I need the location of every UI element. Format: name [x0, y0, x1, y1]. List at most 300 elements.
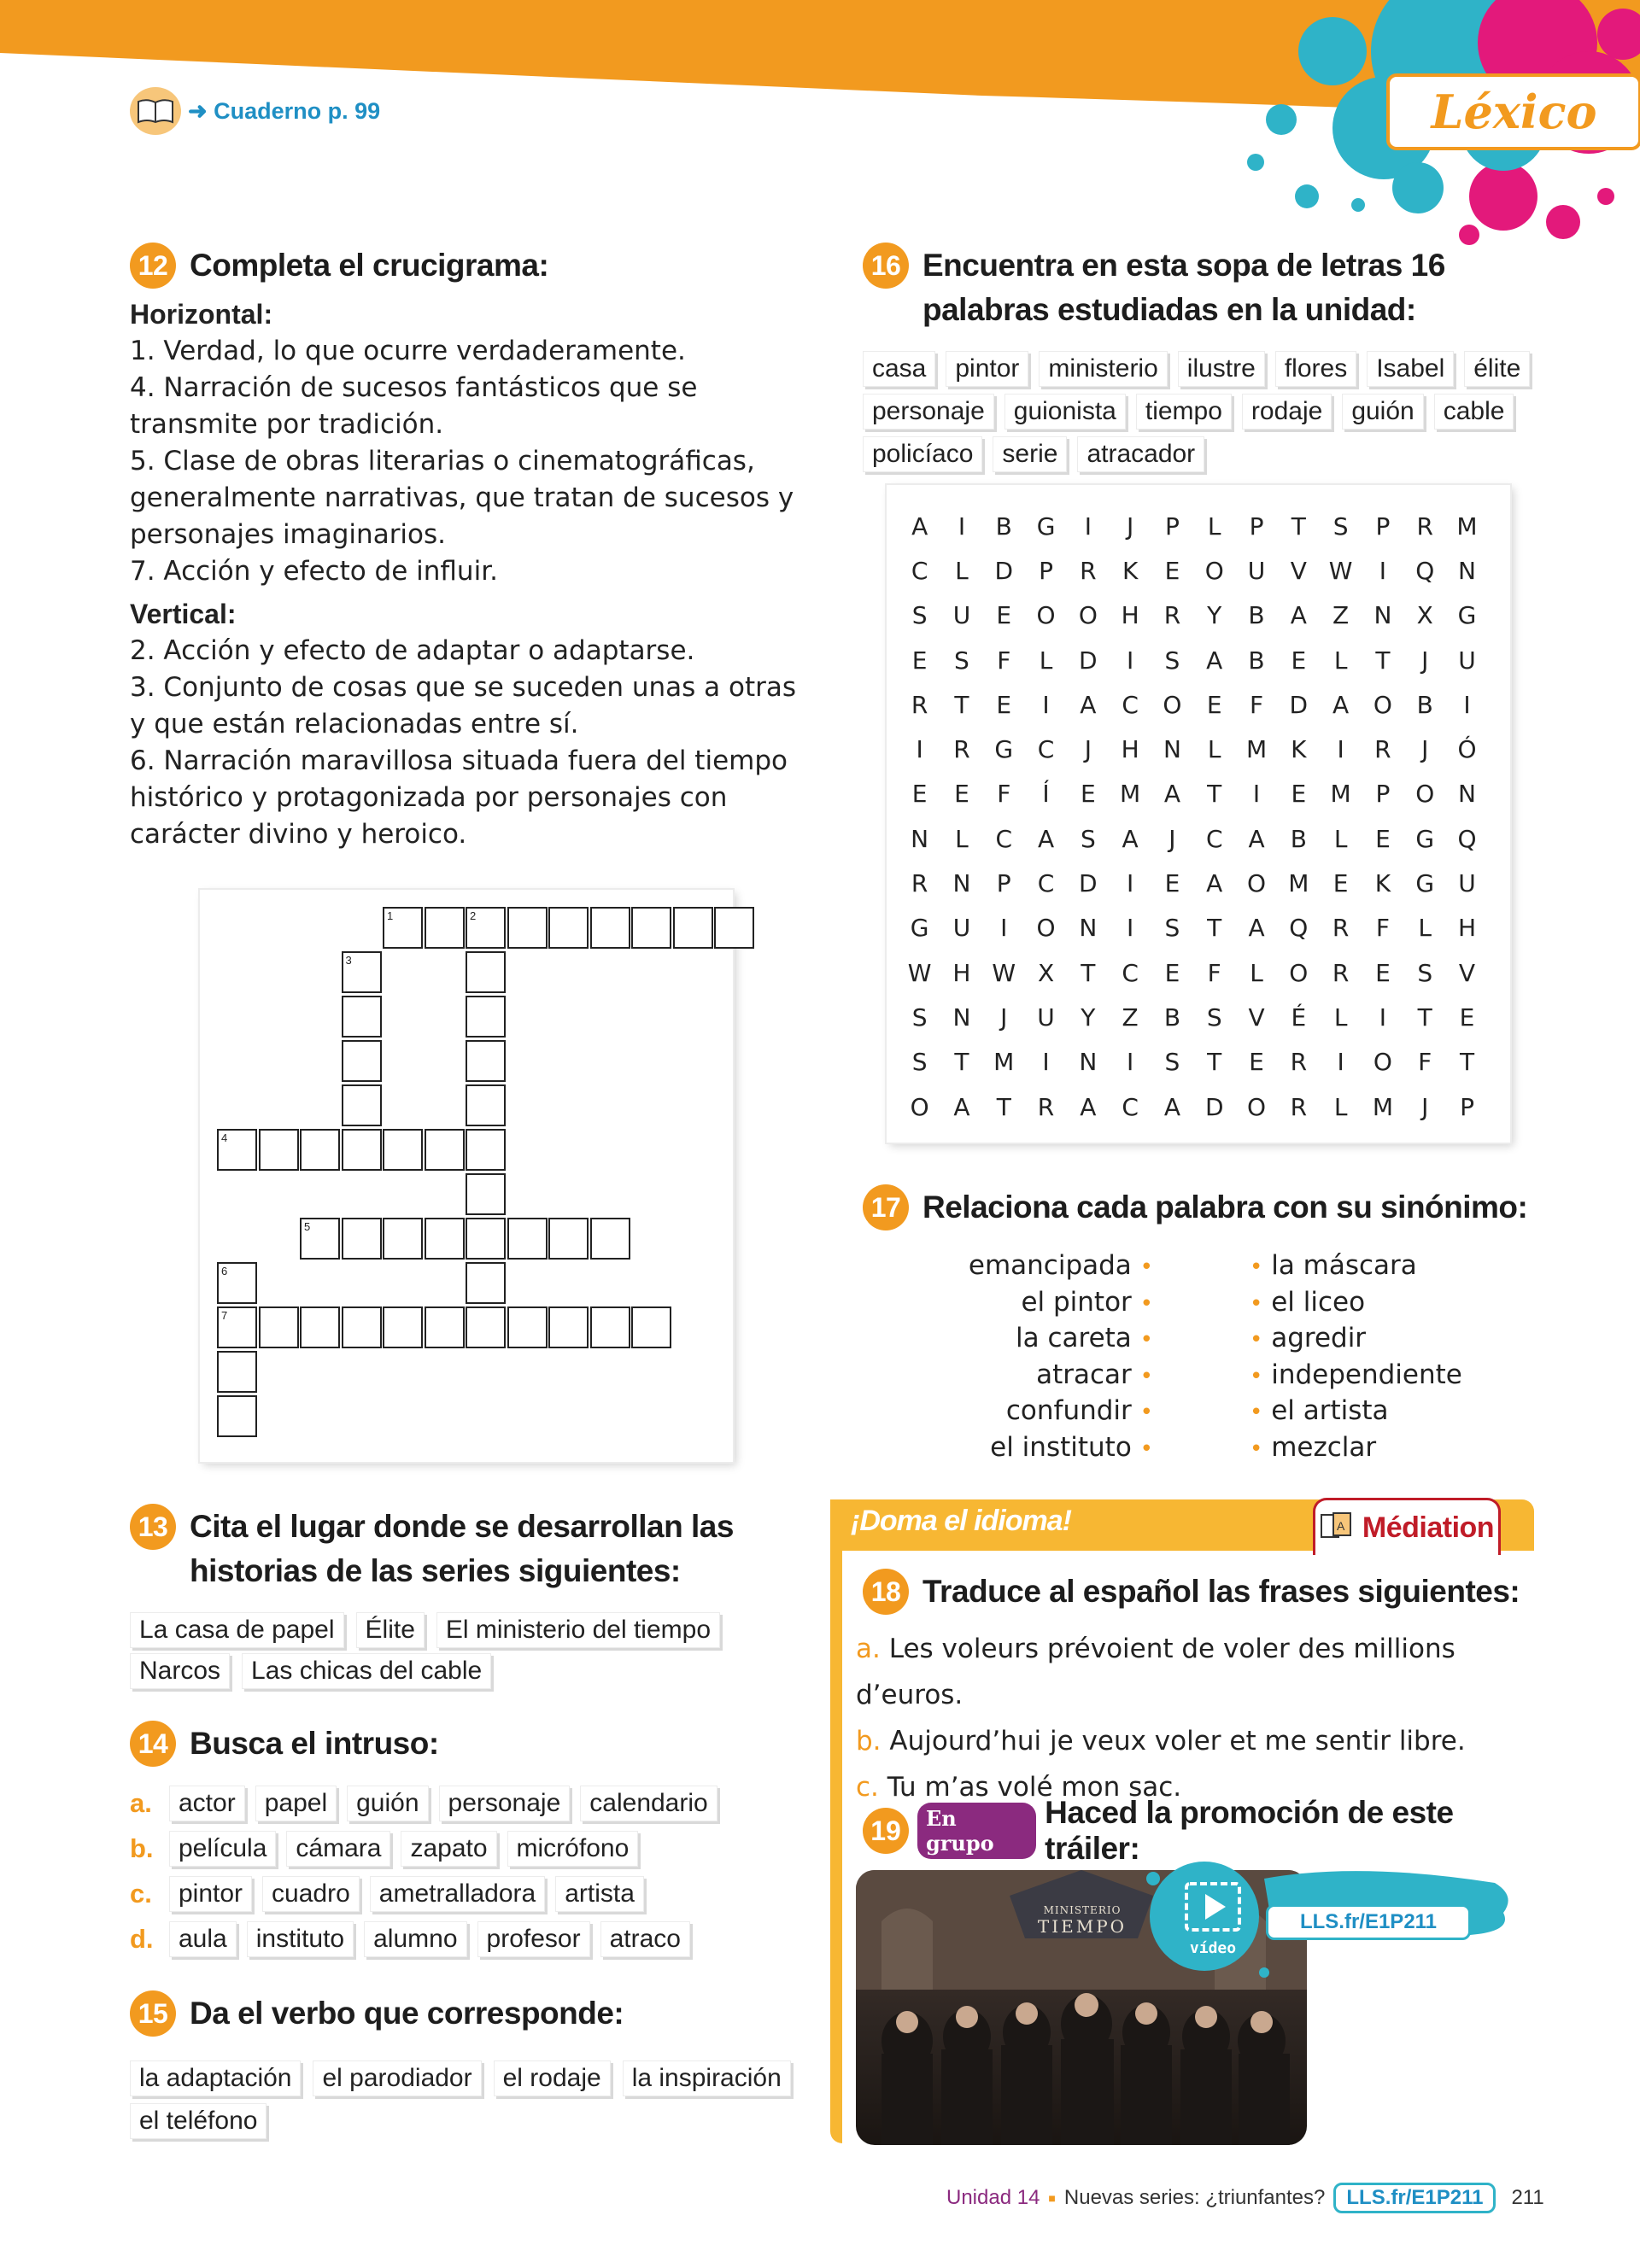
clue-v6: 6. Narración maravillosa situada fuera del tiempo histórico y protagonizada por personajes con carácter divino y heroico. [130, 745, 788, 850]
word-search-letter[interactable]: R [1332, 914, 1350, 943]
word-search-letter[interactable]: C [1122, 690, 1139, 719]
word-search-letter[interactable]: M [1372, 1092, 1393, 1121]
chip: Isabel [1367, 351, 1454, 387]
crossword-cell[interactable] [714, 907, 754, 949]
word-search-letter[interactable]: J [1084, 735, 1092, 764]
word-search-letter[interactable]: N [952, 1002, 971, 1032]
word-search-letter[interactable]: P [1249, 511, 1264, 541]
item-letter: b. [130, 1833, 154, 1863]
word-search-letter[interactable]: C [1122, 1092, 1139, 1121]
word-search-letter[interactable]: Ó [1457, 735, 1477, 764]
crossword-cell[interactable] [383, 1129, 423, 1171]
word-search-letter[interactable]: G [1415, 824, 1435, 853]
word-search-letter[interactable]: W [1328, 556, 1353, 585]
crossword-cell[interactable] [548, 1306, 589, 1348]
word-search-letter[interactable]: E [954, 780, 969, 809]
word-search-letter[interactable]: Z [1122, 1002, 1139, 1032]
word-search-letter[interactable]: A [953, 1092, 970, 1121]
word-search-letter[interactable]: E [911, 646, 928, 675]
word-search-letter[interactable]: A [1248, 914, 1265, 943]
crossword-cell[interactable] [342, 996, 382, 1038]
word-search-letter[interactable]: N [1374, 601, 1392, 630]
word-search-letter[interactable]: O [1415, 780, 1435, 809]
bullet-dot[interactable]: • [1139, 1290, 1153, 1317]
word-search-letter[interactable]: I [1337, 735, 1344, 764]
word-search-letter[interactable]: I [1463, 690, 1471, 719]
word-search-letter[interactable]: F [1375, 914, 1390, 943]
word-search-letter[interactable]: F [1249, 690, 1264, 719]
word-search-letter[interactable]: L [955, 556, 969, 585]
word-search-letter[interactable]: R [1416, 511, 1433, 541]
word-search-letter[interactable]: G [1415, 869, 1435, 898]
word-search-letter[interactable]: E [911, 780, 928, 809]
word-search-letter[interactable]: L [955, 824, 969, 853]
word-search-letter[interactable]: I [1337, 1048, 1344, 1077]
word-search-letter[interactable]: L [1207, 735, 1221, 764]
word-search-letter[interactable]: C [1037, 735, 1055, 764]
word-search-letter[interactable]: M [1245, 735, 1268, 764]
list-item [1250, 1430, 1506, 1467]
word-search-letter[interactable]: M [1120, 780, 1141, 809]
word-search-letter[interactable]: G [1036, 511, 1056, 541]
word-search-letter[interactable]: S [1206, 1002, 1222, 1032]
crossword-cell[interactable] [425, 1129, 465, 1171]
word-search-letter[interactable]: E [1206, 690, 1222, 719]
word-search-letter[interactable]: L [1333, 646, 1348, 675]
footer-link[interactable]: LLS.fr/E1P211 [1333, 2183, 1496, 2213]
word-search-letter[interactable]: Q [1289, 914, 1309, 943]
word-search-letter[interactable]: S [911, 601, 928, 630]
crossword-cell[interactable] [631, 907, 671, 949]
word-search-letter[interactable]: J [1127, 511, 1134, 541]
word-search-letter[interactable]: Í [1042, 780, 1050, 809]
exercise-15-title [130, 1991, 813, 2037]
word-search-letter[interactable]: O [1247, 869, 1267, 898]
word-search-letter[interactable]: L [1333, 1002, 1348, 1032]
crossword-cell[interactable] [466, 1129, 506, 1171]
bullet-dot[interactable]: • [1250, 1400, 1263, 1425]
bullet-dot[interactable]: • [1250, 1363, 1263, 1389]
word-search-letter[interactable]: L [1333, 824, 1348, 853]
word-search-letter[interactable]: W [992, 958, 1016, 987]
word-search-letter[interactable]: I [1379, 1002, 1387, 1032]
word-search-letter[interactable]: Y [1207, 601, 1222, 630]
word-search-letter[interactable]: E [1375, 824, 1391, 853]
word-search-letter[interactable]: A [1163, 780, 1180, 809]
chip: pintor [946, 351, 1028, 387]
word-search-letter[interactable]: B [1416, 690, 1433, 719]
word-search-letter[interactable]: I [1000, 914, 1008, 943]
word-search-letter[interactable]: F [997, 646, 1011, 675]
word-search-letter[interactable]: R [911, 869, 928, 898]
word-search-letter[interactable]: O [1247, 1092, 1267, 1121]
list-item [922, 1394, 1153, 1430]
word-search-letter[interactable]: A [1206, 646, 1223, 675]
word-search-letter[interactable]: I [958, 511, 966, 541]
crossword-cell[interactable] [217, 1351, 257, 1393]
word-search-letter[interactable]: E [1164, 556, 1180, 585]
word-search-letter[interactable]: S [1164, 1048, 1180, 1077]
word-search-letter[interactable]: C [1122, 958, 1139, 987]
word-search-letter[interactable]: A [1163, 1092, 1180, 1121]
word-search-letter[interactable]: T [1375, 646, 1391, 675]
word-search-letter[interactable]: H [1457, 914, 1477, 943]
crossword-cell[interactable] [631, 1306, 671, 1348]
word-search-letter[interactable]: E [1164, 958, 1180, 987]
chip: El ministerio del tiempo [436, 1612, 720, 1648]
word-search-letter[interactable]: V [1248, 1002, 1265, 1032]
word-search-letter[interactable]: T [1291, 511, 1306, 541]
crossword-cell[interactable] [466, 1306, 506, 1348]
word-search-letter[interactable]: A [911, 511, 928, 541]
crossword-cell[interactable] [466, 951, 506, 993]
bullet-dot[interactable]: • [1139, 1327, 1153, 1353]
word-search-letter[interactable]: E [1164, 869, 1180, 898]
crossword-cell[interactable] [342, 1218, 382, 1260]
word-search-letter[interactable]: I [1042, 1048, 1050, 1077]
word-search-letter[interactable]: E [1332, 869, 1349, 898]
word-search-letter[interactable]: G [1457, 601, 1477, 630]
word-search-letter[interactable]: E [1459, 1002, 1475, 1032]
word-search-letter[interactable]: R [1332, 958, 1350, 987]
word-search-letter[interactable]: O [1373, 690, 1392, 719]
word-search-letter[interactable]: O [1163, 690, 1182, 719]
word-search-row [899, 816, 1498, 861]
clue-v3: 3. Conjunto de cosas que se suceden unas a otras y que están relacionadas entre sí. [130, 672, 796, 739]
word-search-letter[interactable]: G [910, 914, 929, 943]
crossword-cell[interactable] [259, 1306, 299, 1348]
word-search-letter[interactable]: I [1127, 869, 1134, 898]
word-search-letter[interactable]: S [954, 646, 969, 675]
word-search-row [899, 593, 1498, 638]
word-search-letter[interactable]: I [1127, 914, 1134, 943]
word-search-letter[interactable]: T [1207, 1048, 1222, 1077]
footer-separator: ■ [1048, 2191, 1056, 2205]
word-search-letter[interactable]: U [952, 914, 971, 943]
word-search-letter[interactable]: B [1163, 1002, 1181, 1032]
word-search-letter[interactable]: R [1037, 1092, 1055, 1121]
word-search-letter[interactable]: M [1330, 780, 1351, 809]
crossword-cell[interactable] [342, 1084, 382, 1126]
crossword-cell[interactable] [466, 1040, 506, 1082]
crossword-number: 7 [221, 1309, 228, 1322]
crossword-cell[interactable] [300, 1306, 340, 1348]
word-search-letter[interactable]: K [1122, 556, 1139, 585]
word-search-letter[interactable]: U [1037, 1002, 1055, 1032]
bullet-dot[interactable]: • [1250, 1327, 1263, 1353]
crossword-cell[interactable] [342, 1129, 382, 1171]
word-search-letter[interactable]: C [995, 824, 1013, 853]
word-search-letter[interactable]: R [953, 735, 970, 764]
word-search-letter[interactable]: X [1416, 601, 1433, 630]
list-item [856, 1626, 1531, 1718]
crossword-cell[interactable] [548, 1218, 589, 1260]
word-search-letter[interactable]: P [1164, 511, 1180, 541]
word-search-letter[interactable]: O [1289, 958, 1309, 987]
list-item [1250, 1394, 1506, 1430]
word-search-letter[interactable]: A [1332, 690, 1350, 719]
word-search-letter[interactable]: J [1421, 646, 1429, 675]
bullet-dot[interactable]: • [1250, 1290, 1263, 1317]
video-button[interactable] [1170, 1872, 1256, 1966]
exercise-title-text [922, 243, 1445, 332]
bullet-dot[interactable]: • [1139, 1363, 1153, 1389]
word-search-letter[interactable]: O [1373, 1048, 1392, 1077]
word-search-letter[interactable]: N [1458, 780, 1476, 809]
word-search-letter[interactable]: L [1250, 958, 1263, 987]
word-search-letter[interactable]: N [1458, 556, 1476, 585]
word-search-letter[interactable]: N [1163, 735, 1181, 764]
word-search-letter[interactable]: K [1374, 869, 1391, 898]
word-search-letter[interactable]: M [1288, 869, 1309, 898]
word-search-letter[interactable]: R [1374, 735, 1391, 764]
word-search-letter[interactable]: L [1039, 646, 1053, 675]
cuaderno-link[interactable] [130, 87, 380, 135]
exercise-number: 13 [130, 1504, 176, 1550]
crossword-cell[interactable] [383, 1306, 423, 1348]
word-search-letter[interactable]: V [1458, 958, 1476, 987]
word-search-letter[interactable]: É [1291, 1002, 1307, 1032]
list-item [130, 1780, 813, 1826]
word-search-letter[interactable]: S [911, 1002, 928, 1032]
word-search-letter[interactable]: R [1080, 556, 1097, 585]
word-search-letter[interactable]: S [1080, 824, 1096, 853]
doma-left-bar [830, 1499, 842, 2143]
word-search-letter[interactable]: S [911, 1048, 928, 1077]
word-search-letter[interactable]: T [1459, 1048, 1475, 1077]
crossword-cell[interactable] [300, 1129, 340, 1171]
crossword-cell[interactable] [590, 907, 630, 949]
word-search-letter[interactable]: D [1289, 690, 1309, 719]
crossword-cell[interactable] [466, 996, 506, 1038]
word-search-letter[interactable]: E [996, 690, 1012, 719]
exercise-title-text: Haced la promoción de este tráiler: [1045, 1795, 1454, 1866]
word-search-letter[interactable]: S [1164, 646, 1180, 675]
word-search-letter[interactable]: I [1042, 690, 1050, 719]
word-search-letter[interactable]: A [1122, 824, 1139, 853]
chip: el teléfono [130, 2103, 266, 2139]
word-search-letter[interactable]: T [1417, 1002, 1432, 1032]
chip: atracador [1077, 436, 1204, 472]
word: la máscara [1271, 1250, 1417, 1281]
word-search-letter[interactable]: M [1456, 511, 1478, 541]
word-search-letter[interactable]: C [911, 556, 928, 585]
word-search-letter[interactable]: O [1078, 601, 1098, 630]
crossword-cell[interactable] [466, 1084, 506, 1126]
word-search-letter[interactable]: O [910, 1092, 929, 1121]
word-search-letter[interactable]: I [1084, 511, 1092, 541]
word-search-letter[interactable]: R [1163, 601, 1181, 630]
word-search-letter[interactable]: C [1037, 869, 1055, 898]
word-search-letter[interactable]: I [1127, 646, 1134, 675]
word-search-letter[interactable]: D [1079, 869, 1098, 898]
word-search-letter[interactable]: A [1080, 1092, 1097, 1121]
word-search-letter[interactable]: Z [1332, 601, 1350, 630]
word-search-letter[interactable]: M [993, 1048, 1015, 1077]
crossword-cell[interactable] [466, 1218, 506, 1260]
word-search-letter[interactable]: W [907, 958, 932, 987]
video-label: vídeo [1189, 1939, 1237, 1957]
word-search-letter[interactable]: S [1332, 511, 1349, 541]
word-search-letter[interactable]: V [1290, 556, 1307, 585]
word-search-letter[interactable]: Y [1081, 1002, 1096, 1032]
word-search-letter[interactable]: T [996, 1092, 1011, 1121]
word-search-letter[interactable]: O [1036, 601, 1056, 630]
bullet-dot[interactable]: • [1250, 1435, 1263, 1462]
word-search-letter[interactable]: X [1037, 958, 1055, 987]
word-search-letter[interactable]: B [1290, 824, 1307, 853]
crossword-cell[interactable] [466, 1262, 506, 1304]
word-search-letter[interactable]: F [997, 780, 1011, 809]
word-search-letter[interactable]: T [1207, 914, 1222, 943]
word-search-letter[interactable]: N [1079, 1048, 1098, 1077]
crossword-cell[interactable] [507, 1218, 548, 1260]
word-search-letter[interactable]: U [1247, 556, 1266, 585]
word-search-row [899, 1084, 1498, 1129]
list-item [1250, 1285, 1506, 1322]
crossword-cell[interactable] [507, 907, 548, 949]
crossword-cell[interactable] [259, 1129, 299, 1171]
crossword-cell[interactable] [425, 1306, 465, 1348]
word-search-letter[interactable]: Q [1457, 824, 1477, 853]
crossword-cell[interactable] [507, 1306, 548, 1348]
word-search-letter[interactable]: A [1248, 824, 1265, 853]
word-search-letter[interactable]: P [1375, 780, 1391, 809]
crossword-cell[interactable] [425, 907, 465, 949]
word-search-letter[interactable]: U [1458, 869, 1476, 898]
word-search-letter[interactable]: O [1036, 914, 1056, 943]
bullet-dot[interactable]: • [1250, 1254, 1263, 1280]
word-search-letter[interactable]: D [1204, 1092, 1224, 1121]
word-search-letter[interactable]: E [1375, 958, 1391, 987]
word-search-letter[interactable]: E [996, 601, 1012, 630]
word-search-letter[interactable]: I [1252, 780, 1261, 809]
word-search-letter[interactable]: H [952, 958, 971, 987]
word-search-letter[interactable]: E [1291, 780, 1307, 809]
word-search-letter[interactable]: S [1417, 958, 1433, 987]
book-icon [130, 87, 181, 135]
word-search-letter[interactable]: I [1127, 1048, 1134, 1077]
word-search-letter[interactable]: J [1421, 1092, 1429, 1121]
chip: rodaje [1242, 394, 1332, 430]
list-item [922, 1358, 1153, 1394]
word-search-letter[interactable]: P [1460, 1092, 1474, 1121]
word-search-letter[interactable]: F [1418, 1048, 1432, 1077]
word-search-letter[interactable]: U [952, 601, 971, 630]
word-search-letter[interactable]: D [1079, 646, 1098, 675]
word-search-letter[interactable]: E [1249, 1048, 1264, 1077]
word-search-letter[interactable]: J [1000, 1002, 1008, 1032]
crossword-cell[interactable] [383, 1218, 423, 1260]
word-search-letter[interactable]: P [1375, 511, 1391, 541]
word-search-letter[interactable]: R [911, 690, 928, 719]
word-search-letter[interactable]: A [1290, 601, 1307, 630]
word-search-letter[interactable]: P [1039, 556, 1053, 585]
bullet-dot[interactable]: • [1139, 1400, 1153, 1425]
word-search-letter[interactable]: E [1080, 780, 1096, 809]
crossword-cell[interactable] [590, 1306, 630, 1348]
word-search-letter[interactable]: R [1290, 1048, 1308, 1077]
word-search-letter[interactable]: T [1207, 780, 1222, 809]
crossword-cell[interactable] [590, 1218, 630, 1260]
chip: personaje [863, 394, 994, 430]
word-search-letter[interactable]: L [1207, 511, 1221, 541]
chip: élite [1464, 351, 1530, 387]
word-search-letter[interactable]: S [1164, 914, 1180, 943]
trailer-link[interactable] [1266, 1904, 1471, 1940]
word-search-letter[interactable]: T [954, 1048, 969, 1077]
crossword-cell[interactable] [548, 907, 589, 949]
word-search-letter[interactable]: G [994, 735, 1014, 764]
crossword-cell[interactable] [466, 1173, 506, 1215]
chip: alumno [364, 1921, 466, 1957]
word-search-row [899, 1040, 1498, 1084]
crossword-cell[interactable] [673, 907, 713, 949]
word-search-letter[interactable]: N [911, 824, 929, 853]
bullet-dot[interactable]: • [1139, 1254, 1153, 1280]
word-search-letter[interactable]: T [954, 690, 969, 719]
word-search-letter[interactable]: B [1248, 601, 1265, 630]
word-search-letter[interactable]: Q [1415, 556, 1435, 585]
title-line-1: Encuentra en esta sopa de letras 16 [922, 248, 1445, 283]
word-search-letter[interactable]: P [996, 869, 1011, 898]
word-search-letter[interactable]: B [995, 511, 1012, 541]
word-search-letter[interactable]: H [1121, 735, 1139, 764]
word-search-letter[interactable]: I [916, 735, 923, 764]
list-item [922, 1248, 1153, 1285]
word-search-letter[interactable]: U [1458, 646, 1476, 675]
word-search-letter[interactable]: L [1418, 914, 1432, 943]
word-search-letter[interactable]: R [1290, 1092, 1308, 1121]
word-search-letter[interactable]: J [1168, 824, 1176, 853]
exercise-13-title [130, 1505, 813, 1593]
list-item [1250, 1358, 1506, 1394]
word-search-letter[interactable]: H [1121, 601, 1139, 630]
exercise-number: 17 [863, 1184, 909, 1230]
word-search-letter[interactable]: D [994, 556, 1014, 585]
crossword-cell[interactable] [342, 1306, 382, 1348]
exercise-title-text: Da el verbo que corresponde: [190, 1996, 624, 2031]
word-search-letter[interactable]: A [1080, 690, 1097, 719]
item-letter: a. [856, 1634, 881, 1664]
word-search-letter[interactable]: N [952, 869, 971, 898]
bullet-dot[interactable]: • [1139, 1435, 1153, 1462]
word-search-letter[interactable]: K [1291, 735, 1307, 764]
chip: pintor [169, 1876, 252, 1912]
word-search-letter[interactable]: N [1079, 914, 1098, 943]
chip: guionista [1004, 394, 1126, 430]
chip: guión [1342, 394, 1423, 430]
word-search-letter[interactable]: O [1204, 556, 1224, 585]
word-search-letter[interactable]: I [1379, 556, 1387, 585]
word-search-letter[interactable]: E [1291, 646, 1307, 675]
word-search-letter[interactable]: L [1333, 1092, 1348, 1121]
crossword-cell[interactable] [342, 1040, 382, 1082]
clue-h4: 4. Narración de sucesos fantásticos que se transmite por tradición. [130, 372, 698, 440]
crossword-cell[interactable] [425, 1218, 465, 1260]
word-search-letter[interactable]: T [1081, 958, 1096, 987]
word-search-letter[interactable]: C [1205, 824, 1223, 853]
item-letter: d. [130, 1924, 154, 1954]
chip: la adaptación [130, 2060, 301, 2096]
word-search-letter[interactable]: A [1037, 824, 1055, 853]
word-search-letter[interactable]: J [1421, 735, 1429, 764]
word-search-letter[interactable]: B [1248, 646, 1265, 675]
chip: serie [993, 436, 1067, 472]
crossword-cell[interactable] [217, 1395, 257, 1437]
word-search-letter[interactable]: A [1206, 869, 1223, 898]
word-search-letter[interactable]: F [1207, 958, 1221, 987]
